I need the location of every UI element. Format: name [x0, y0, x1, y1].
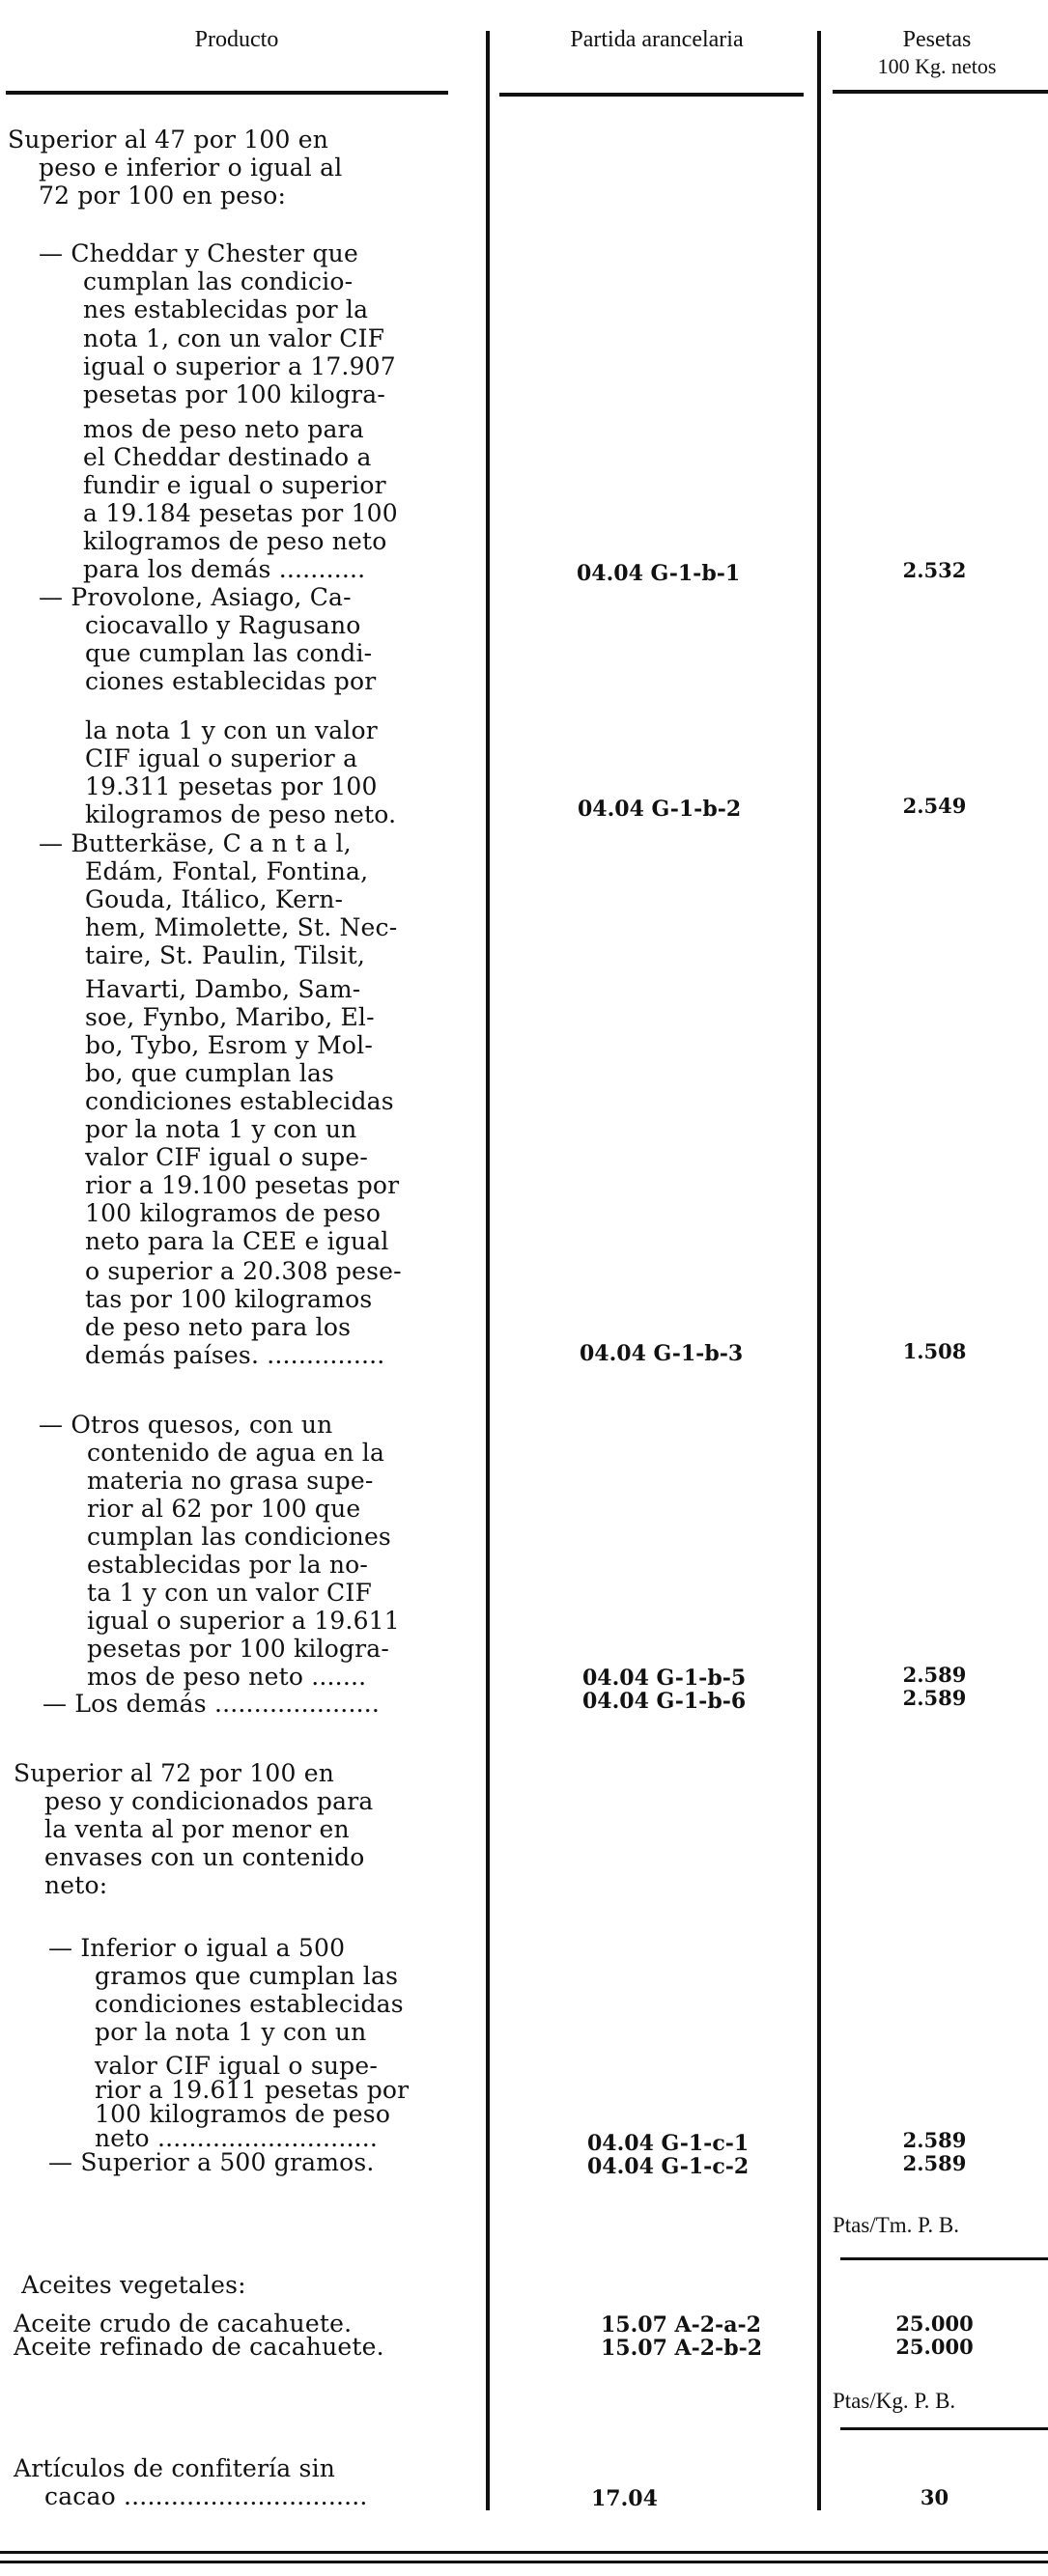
item-text: Edám, Fontal, Fontina,: [85, 857, 369, 885]
item-text: pesetas por 100 kilogra-: [87, 1635, 390, 1663]
item-text: bo, Tybo, Esrom y Mol-: [85, 1031, 373, 1059]
item-text: cumplan las condicio-: [83, 267, 354, 295]
header-value-line1: Pesetas: [902, 27, 972, 52]
item-text: de peso neto para los: [85, 1313, 352, 1341]
item-text: ciocavallo y Ragusano: [85, 611, 361, 639]
item-text: nota 1, con un valor CIF: [83, 324, 385, 352]
item-text: cumplan las condiciones: [87, 1523, 391, 1551]
item-text: para los demás ...........: [83, 555, 366, 583]
section-title: neto:: [44, 1871, 108, 1899]
item-text: bo, que cumplan las: [85, 1059, 335, 1087]
item-text: — Inferior o igual a 500: [48, 1934, 346, 1962]
item-text: 100 kilogramos de peso: [95, 2100, 391, 2128]
tariff-code: 04.04 G-1-c-1: [587, 2131, 750, 2156]
item-text: la nota 1 y con un valor: [85, 716, 378, 744]
item-text: Havarti, Dambo, Sam-: [85, 975, 361, 1003]
header-product: Producto: [194, 27, 279, 52]
section-title: 72 por 100 en peso:: [39, 182, 287, 210]
item-text: rior a 19.100 pesetas por: [85, 1171, 400, 1199]
section-title: Superior al 47 por 100 en: [8, 126, 329, 154]
unit-rule-ptas-kg: [840, 2427, 1048, 2430]
table-bottom-rule-1: [0, 2551, 1048, 2554]
item-text: condiciones establecidas: [85, 1087, 394, 1115]
tariff-code: 04.04 G-1-b-2: [578, 797, 742, 822]
item-text: 19.311 pesetas por 100: [85, 772, 378, 800]
tariff-code: 04.04 G-1-b-1: [577, 561, 741, 586]
unit-rule-ptas-tm: [840, 2257, 1048, 2260]
header-rule-value: [833, 90, 1048, 94]
item-text: Aceite refinado de cacahuete.: [14, 2333, 384, 2361]
header-rule-product: [6, 91, 448, 95]
header-tariff-heading: Partida arancelaria: [570, 27, 744, 52]
item-text: igual o superior a 17.907: [83, 352, 396, 380]
item-text: rior a 19.611 pesetas por: [95, 2076, 410, 2104]
tariff-code: 04.04 G-1-b-5: [582, 1666, 747, 1691]
tariff-code: 04.04 G-1-b-6: [582, 1689, 747, 1714]
item-text: o superior a 20.308 pese-: [85, 1257, 402, 1285]
value-pesetas: 1.508: [902, 1339, 967, 1363]
item-text: tas por 100 kilogramos: [85, 1285, 373, 1313]
section-title: Aceites vegetales:: [21, 2271, 246, 2299]
item-text: Aceite crudo de cacahuete.: [14, 2310, 353, 2338]
tariff-code: 15.07 A-2-a-2: [601, 2312, 761, 2338]
item-text: fundir e igual o superior: [83, 471, 386, 499]
item-text: pesetas por 100 kilogra-: [83, 380, 386, 408]
value-pesetas: 2.589: [902, 1663, 967, 1687]
item-text: kilogramos de peso neto.: [85, 800, 397, 828]
item-text: valor CIF igual o supe-: [85, 1143, 368, 1171]
item-text: neto ............................: [95, 2124, 379, 2152]
item-text: valor CIF igual o supe-: [95, 2052, 378, 2080]
item-text: kilogramos de peso neto: [83, 527, 387, 555]
item-text: — Superior a 500 gramos.: [48, 2148, 375, 2176]
item-text: a 19.184 pesetas por 100: [83, 499, 398, 527]
value-pesetas: 2.549: [902, 794, 967, 818]
item-text: — Otros quesos, con un: [39, 1411, 333, 1439]
header-value-line2: 100 Kg. netos: [877, 54, 997, 78]
item-text: mos de peso neto para: [83, 415, 364, 443]
section-title: peso e inferior o igual al: [39, 154, 343, 182]
unit-label-ptas-tm: Ptas/Tm. P. B.: [833, 2213, 960, 2237]
item-text: — Provolone, Asiago, Ca-: [39, 583, 352, 611]
tariff-code: 17.04: [591, 2486, 658, 2511]
item-text: cacao ...............................: [44, 2482, 368, 2510]
item-text: 100 kilogramos de peso: [85, 1199, 382, 1227]
item-text: establecidas por la no-: [87, 1551, 369, 1579]
item-text: CIF igual o superior a: [85, 744, 358, 772]
item-text: — Butterkäse, C a n t a l,: [39, 829, 352, 857]
item-text: condiciones establecidas: [95, 1990, 404, 2018]
value-pesetas: 2.532: [902, 558, 967, 582]
value-pesetas: 2.589: [902, 1686, 967, 1710]
table-bottom-rule-2: [0, 2561, 1048, 2563]
item-text: nes establecidas por la: [83, 295, 369, 323]
item-text: el Cheddar destinado a: [83, 443, 372, 471]
value-pesetas: 25.000: [895, 2335, 974, 2359]
item-text: materia no grasa supe-: [87, 1467, 374, 1495]
value-pesetas: 2.589: [902, 2151, 967, 2175]
unit-label-ptas-kg: Ptas/Kg. P. B.: [833, 2389, 956, 2413]
section-title: Superior al 72 por 100 en: [14, 1759, 335, 1787]
section-title: la venta al por menor en: [44, 1815, 350, 1843]
item-text: Artículos de confitería sin: [14, 2454, 336, 2482]
item-text: — Los demás .....................: [42, 1690, 381, 1718]
item-text: rior al 62 por 100 que: [87, 1495, 361, 1523]
item-text: mos de peso neto .......: [87, 1663, 367, 1691]
tariff-code: 04.04 G-1-b-3: [580, 1341, 744, 1366]
item-text: igual o superior a 19.611: [87, 1607, 400, 1635]
item-text: ciones establecidas por: [85, 667, 377, 695]
section-title: peso y condicionados para: [44, 1787, 374, 1815]
item-text: por la nota 1 y con un: [85, 1115, 357, 1143]
item-text: por la nota 1 y con un: [95, 2018, 367, 2046]
column-divider-1: [486, 31, 490, 2510]
item-text: demás países. ...............: [85, 1341, 385, 1369]
item-text: taire, St. Paulin, Tilsit,: [85, 941, 366, 969]
item-text: Gouda, Itálico, Kern-: [85, 885, 344, 913]
tariff-code: 04.04 G-1-c-2: [587, 2154, 750, 2179]
item-text: — Cheddar y Chester que: [39, 239, 358, 267]
value-pesetas: 30: [920, 2485, 949, 2509]
item-text: soe, Fynbo, Maribo, El-: [85, 1003, 375, 1031]
value-pesetas: 25.000: [895, 2311, 974, 2336]
item-text: ta 1 y con un valor CIF: [87, 1579, 372, 1607]
value-pesetas: 2.589: [902, 2128, 967, 2152]
section-title: envases con un contenido: [44, 1843, 365, 1871]
item-text: gramos que cumplan las: [95, 1962, 399, 1990]
item-text: que cumplan las condi-: [85, 639, 373, 667]
header-rule-tariff: [499, 93, 804, 97]
item-text: contenido de agua en la: [87, 1439, 385, 1467]
tariff-code: 15.07 A-2-b-2: [601, 2336, 763, 2361]
item-text: neto para la CEE e igual: [85, 1227, 389, 1255]
item-text: hem, Mimolette, St. Nec-: [85, 913, 398, 941]
